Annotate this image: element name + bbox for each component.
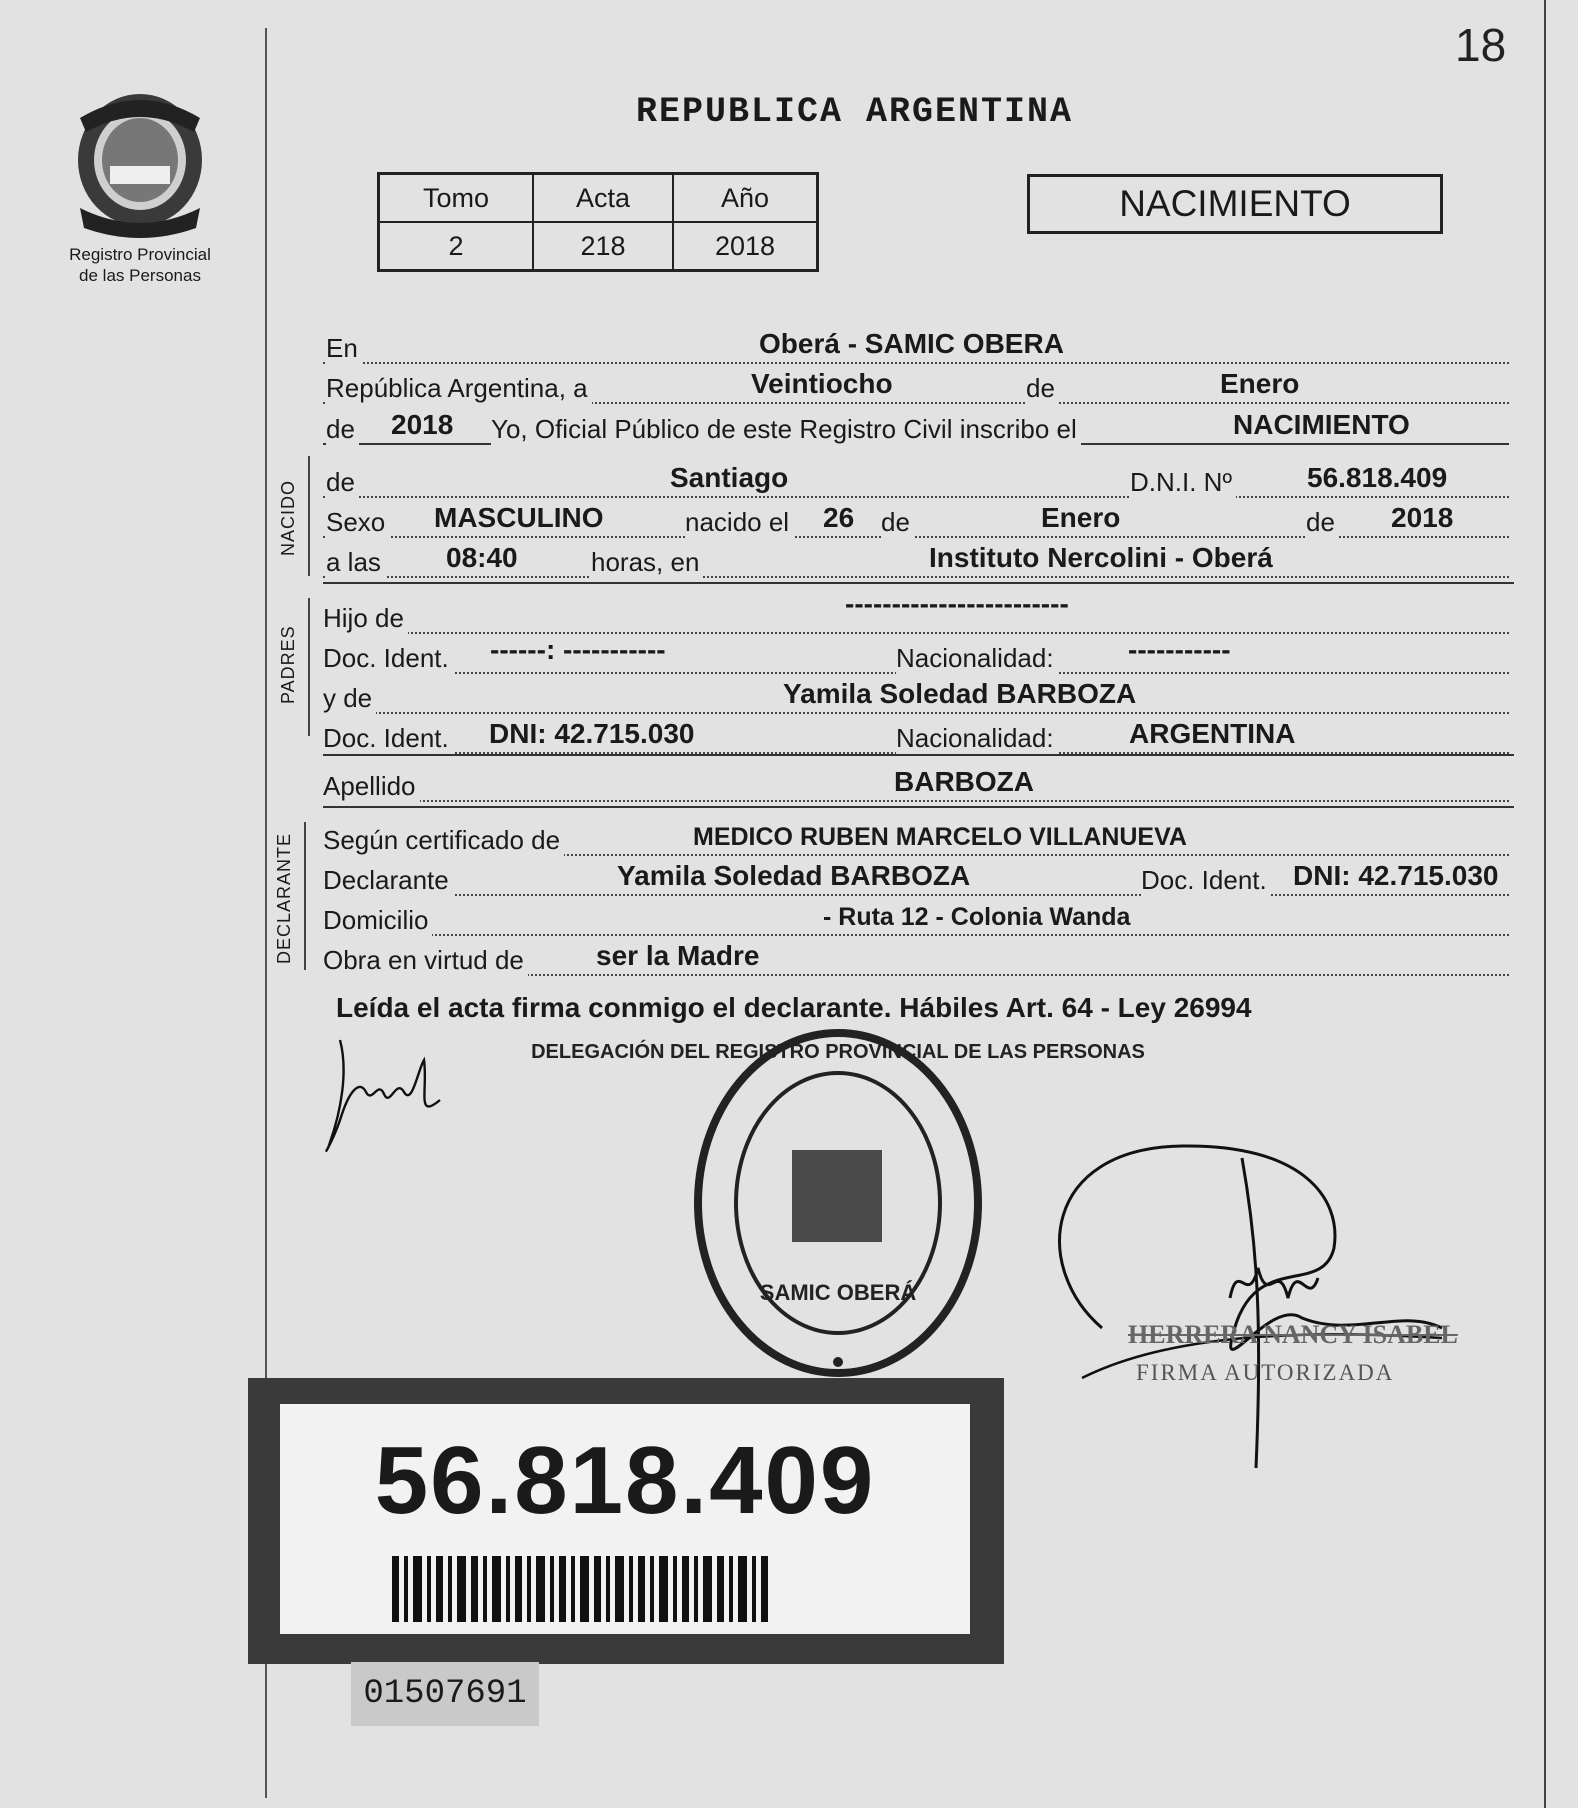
value-month: Enero bbox=[1220, 368, 1300, 399]
label-horas: horas, en bbox=[591, 547, 703, 578]
value-acta: 218 bbox=[533, 222, 673, 271]
section-divider bbox=[323, 582, 1514, 584]
id-barcode-label bbox=[248, 1378, 1004, 1664]
label-father-doc: Doc. Ident. bbox=[323, 643, 453, 674]
value-birth-year: 2018 bbox=[1391, 502, 1454, 533]
official-stamp bbox=[531, 1018, 1145, 1388]
header-ano: Año bbox=[673, 174, 818, 223]
value-birth-day: 26 bbox=[823, 502, 855, 533]
line-mother-doc bbox=[323, 712, 1509, 754]
value-birth-month: Enero bbox=[1041, 502, 1121, 533]
document-title: REPUBLICA ARGENTINA bbox=[636, 92, 1074, 132]
value-obra: ser la Madre bbox=[596, 940, 760, 971]
value-sexo: MASCULINO bbox=[434, 502, 604, 533]
line-address bbox=[323, 894, 1509, 936]
value-inscribo: NACIMIENTO bbox=[1233, 409, 1410, 440]
reference-value-row bbox=[379, 222, 818, 271]
registry-name bbox=[55, 244, 225, 286]
serial-number: 01507691 bbox=[351, 1662, 539, 1726]
line-mother bbox=[323, 672, 1509, 714]
value-mother-nationality: ARGENTINA bbox=[1129, 718, 1296, 749]
label-mother-nationality: Nacionalidad: bbox=[896, 723, 1058, 754]
id-number: 56.818.409 bbox=[374, 1427, 876, 1534]
line-father-doc bbox=[323, 632, 1509, 674]
label-hijo-de: Hijo de bbox=[323, 603, 408, 634]
header-acta: Acta bbox=[533, 174, 673, 223]
line-date bbox=[323, 362, 1509, 404]
line-father bbox=[323, 588, 1509, 634]
reference-table bbox=[377, 172, 819, 272]
value-mother-name: Yamila Soledad BARBOZA bbox=[783, 678, 1137, 709]
line-surname bbox=[323, 760, 1509, 802]
padres-bracket bbox=[308, 598, 310, 736]
section-label-nacido: NACIDO bbox=[278, 479, 298, 556]
label-sexo: Sexo bbox=[326, 507, 389, 538]
misiones-seal-logo bbox=[70, 88, 210, 238]
section-divider bbox=[323, 806, 1514, 808]
value-father-doc: ------: ----------- bbox=[490, 634, 666, 665]
label-year-de: de bbox=[326, 414, 359, 445]
barcode-label-inner bbox=[280, 1404, 970, 1634]
line-en bbox=[323, 322, 1509, 364]
label-declarante: Declarante bbox=[323, 865, 453, 896]
stamp-text-center: SAMIC OBERÁ bbox=[759, 1280, 917, 1305]
registry-name-line2: de las Personas bbox=[79, 266, 201, 285]
declarant-signature bbox=[320, 1030, 450, 1160]
reference-header-row bbox=[379, 174, 818, 223]
page-number: 18 bbox=[1455, 19, 1507, 71]
value-address: - Ruta 12 - Colonia Wanda bbox=[823, 903, 1131, 931]
label-de: de bbox=[1026, 373, 1059, 404]
label-dni: D.N.I. Nº bbox=[1130, 467, 1236, 498]
section-divider bbox=[323, 754, 1514, 756]
label-apellido: Apellido bbox=[323, 771, 420, 802]
value-mother-doc: DNI: 42.715.030 bbox=[489, 718, 695, 749]
label-declarant-doc: Doc. Ident. bbox=[1141, 865, 1271, 896]
line-sex bbox=[323, 496, 1509, 538]
header-tomo: Tomo bbox=[379, 174, 534, 223]
right-margin-rule bbox=[1544, 0, 1546, 1808]
nacido-bracket bbox=[308, 456, 310, 576]
value-father-nationality: ----------- bbox=[1128, 634, 1231, 665]
section-label-declarante: DECLARANTE bbox=[274, 832, 294, 964]
declarante-bracket bbox=[304, 822, 306, 970]
line-year bbox=[323, 403, 1509, 445]
barcode bbox=[392, 1556, 856, 1622]
label-mother-doc: Doc. Ident. bbox=[323, 723, 453, 754]
label-en: En bbox=[326, 333, 362, 364]
registry-name-line1: Registro Provincial bbox=[69, 245, 211, 264]
value-place: Oberá - SAMIC OBERA bbox=[759, 328, 1064, 359]
label-alas: a las bbox=[326, 547, 385, 578]
signature-caption: FIRMA AUTORIZADA bbox=[1136, 1360, 1395, 1385]
label-obra: Obra en virtud de bbox=[323, 945, 528, 976]
line-time bbox=[323, 536, 1509, 578]
value-tomo: 2 bbox=[379, 222, 534, 271]
label-y-de: y de bbox=[323, 683, 376, 714]
value-day-words: Veintiocho bbox=[751, 368, 893, 399]
value-ano: 2018 bbox=[673, 222, 818, 271]
label-birth-de: de bbox=[881, 507, 914, 538]
value-birth-time: 08:40 bbox=[446, 542, 518, 573]
line-name bbox=[323, 456, 1509, 498]
label-father-nationality: Nacionalidad: bbox=[896, 643, 1058, 674]
line-declarant bbox=[323, 854, 1509, 896]
value-surname: BARBOZA bbox=[894, 766, 1034, 797]
value-father-name: ------------------------ bbox=[845, 588, 1069, 619]
value-dni: 56.818.409 bbox=[1307, 462, 1448, 493]
section-label-padres: PADRES bbox=[278, 625, 298, 704]
authorized-signature bbox=[1022, 1138, 1476, 1478]
label-birth-de2: de bbox=[1306, 507, 1339, 538]
value-certificate: MEDICO RUBEN MARCELO VILLANUEVA bbox=[693, 823, 1187, 851]
value-name: Santiago bbox=[670, 462, 789, 493]
label-republica: República Argentina, a bbox=[326, 373, 592, 404]
closing-statement: Leída el acta firma conmigo el declarante. Hábiles Art. 64 - Ley 26994 bbox=[336, 992, 1252, 1023]
record-type-box: NACIMIENTO bbox=[1027, 174, 1443, 234]
label-certificado: Según certificado de bbox=[323, 825, 564, 856]
value-birth-place: Instituto Nercolini - Oberá bbox=[929, 542, 1273, 573]
label-domicilio: Domicilio bbox=[323, 905, 432, 936]
signatory-name: HERRERA NANCY ISABEL bbox=[1128, 1320, 1458, 1349]
label-yo-text: Yo, Oficial Público de este Registro Civil inscribo el bbox=[491, 414, 1081, 445]
value-declarant-doc: DNI: 42.715.030 bbox=[1293, 860, 1499, 891]
label-nacido-el: nacido el bbox=[685, 507, 793, 538]
label-name-de: de bbox=[326, 467, 359, 498]
value-year: 2018 bbox=[391, 409, 454, 440]
value-declarant: Yamila Soledad BARBOZA bbox=[617, 860, 971, 891]
line-certificate bbox=[323, 814, 1509, 856]
line-obra bbox=[323, 934, 1509, 976]
stamp-text-top: DELEGACIÓN DEL REGISTRO PROVINCIAL DE LAS PERSONAS bbox=[531, 1041, 1145, 1063]
